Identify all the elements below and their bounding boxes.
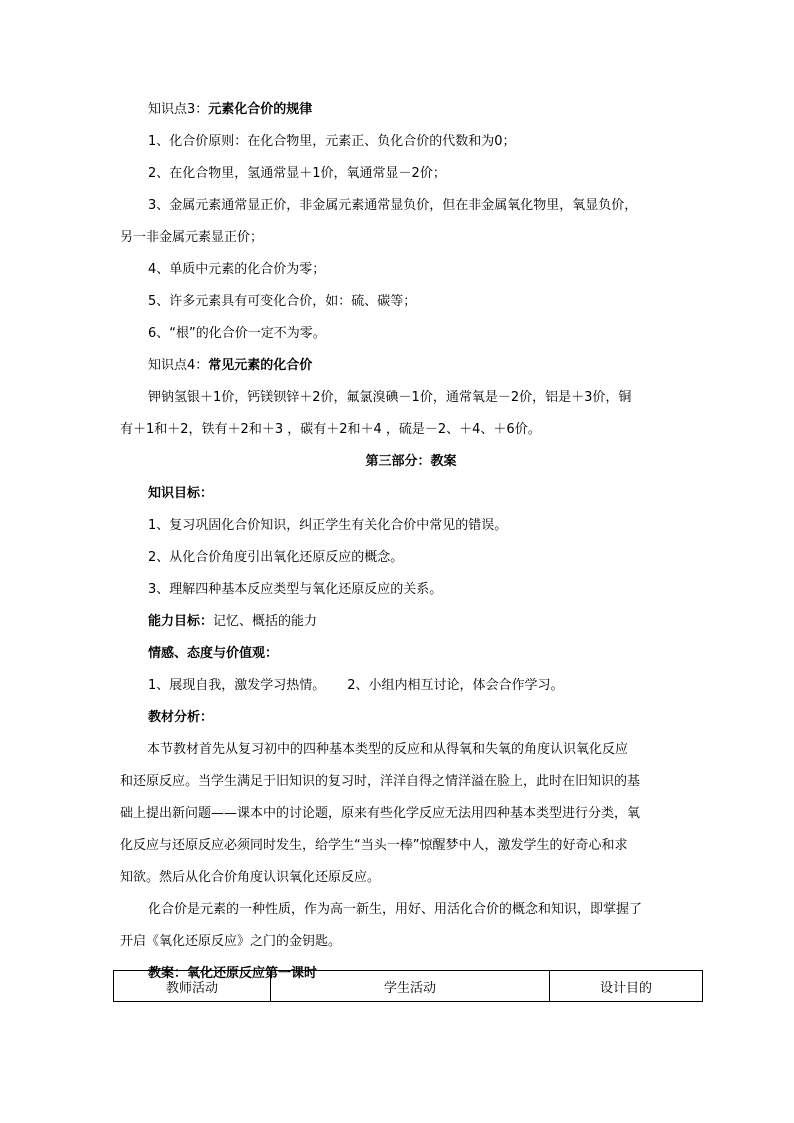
lesson-title: 教案：氧化还原反应第一课时 — [148, 966, 318, 981]
knowledge-goal-label: 知识目标： — [148, 486, 214, 501]
header-teacher-activity: 教师活动 — [114, 971, 271, 1002]
knowledge-goal-1: 1、复习巩固化合价知识，纠正学生有关化合价中常见的错误。 — [148, 518, 508, 533]
rule-item-3: 3、金属元素通常显正价，非金属元素通常显负价，但在非金属氧化物里，氧显负价， — [148, 198, 638, 213]
rule-item-1: 1、化合价原则：在化合物里，元素正、负化合价的代数和为0； — [148, 134, 516, 149]
knowledge-goal-2: 2、从化合价角度引出氧化还原反应的概念。 — [148, 550, 404, 565]
rule-item-4: 4、单质中元素的化合价为零； — [148, 262, 326, 277]
analysis-label: 教材分析： — [148, 710, 214, 725]
table-header-row — [114, 971, 703, 1002]
section4-heading-title: 常见元素的化合价 — [208, 358, 313, 373]
analysis-p1-line-4: 化反应与还原反应必须同时发生，给学生“当头一棒”惊醒梦中人，激发学生的好奇心和求 — [120, 838, 628, 853]
valence-line-1: 钾钠氢银＋1价，钙镁钡锌＋2价，氟氯溴碘－1价，通常氧是－2价，铝是＋3价，铜 — [148, 390, 632, 405]
section3-heading — [120, 94, 702, 126]
part3-title: 第三部分：教案 — [365, 454, 457, 469]
emotion-goal-label: 情感、态度与价值观： — [148, 646, 279, 661]
analysis-p1-line-1: 本节教材首先从复习初中的四种基本类型的反应和从得氧和失氧的角度认识氧化反应 — [147, 742, 629, 757]
rule-item-2: 2、在化合物里，氢通常显＋1价，氧通常显－2价； — [148, 166, 446, 181]
knowledge-goal-3: 3、理解四种基本反应类型与氧化还原反应的关系。 — [148, 582, 443, 597]
rule-item-6: 6、“根”的化合价一定不为零。 — [148, 326, 326, 341]
valence-line-2: 有＋1和＋2，铁有＋2和＋3 ，碳有＋2和＋4 ，硫是－2、＋4、＋6价。 — [120, 422, 541, 437]
section3-heading-prefix: 知识点3： — [148, 102, 209, 117]
analysis-p2-line-2: 开启《氧化还原反应》之门的金钥匙。 — [120, 934, 342, 949]
analysis-p2-line-1: 化合价是元素的一种性质，作为高一新生，用好、用活化合价的概念和知识，即掌握了 — [148, 902, 643, 917]
emotion-goal-items — [120, 670, 702, 702]
ability-goal — [120, 606, 702, 638]
lesson-plan-table — [113, 970, 703, 1002]
ability-goal-text: 记忆、概括的能力 — [213, 614, 318, 629]
analysis-p1-line-3: 础上提出新问题——课本中的讨论题，原来有些化学反应无法用四种基本类型进行分类，氧 — [120, 806, 641, 821]
emotion-goal-1: 1、展现自我，激发学习热情。 — [148, 678, 326, 693]
document-page — [120, 94, 702, 990]
header-design-purpose: 设计目的 — [550, 971, 703, 1002]
section3-heading-title: 元素化合价的规律 — [208, 102, 313, 117]
emotion-goal-2: 2、小组内相互讨论，体会合作学习。 — [347, 678, 564, 693]
rule-item-5: 5、许多元素具有可变化合价，如：硫、碳等； — [148, 294, 417, 309]
analysis-p1-line-2: 和还原反应。当学生满足于旧知识的复习时，洋洋自得之情洋溢在脸上，此时在旧知识的基 — [120, 774, 641, 789]
ability-goal-label: 能力目标： — [148, 614, 214, 629]
section4-heading-prefix: 知识点4： — [148, 358, 209, 373]
header-student-activity: 学生活动 — [271, 971, 550, 1002]
section4-heading — [120, 350, 702, 382]
analysis-p1-line-5: 知欲。然后从化合价角度认识氧化还原反应。 — [120, 870, 381, 885]
rule-item-3-continued: 另一非金属元素显正价； — [120, 230, 264, 245]
